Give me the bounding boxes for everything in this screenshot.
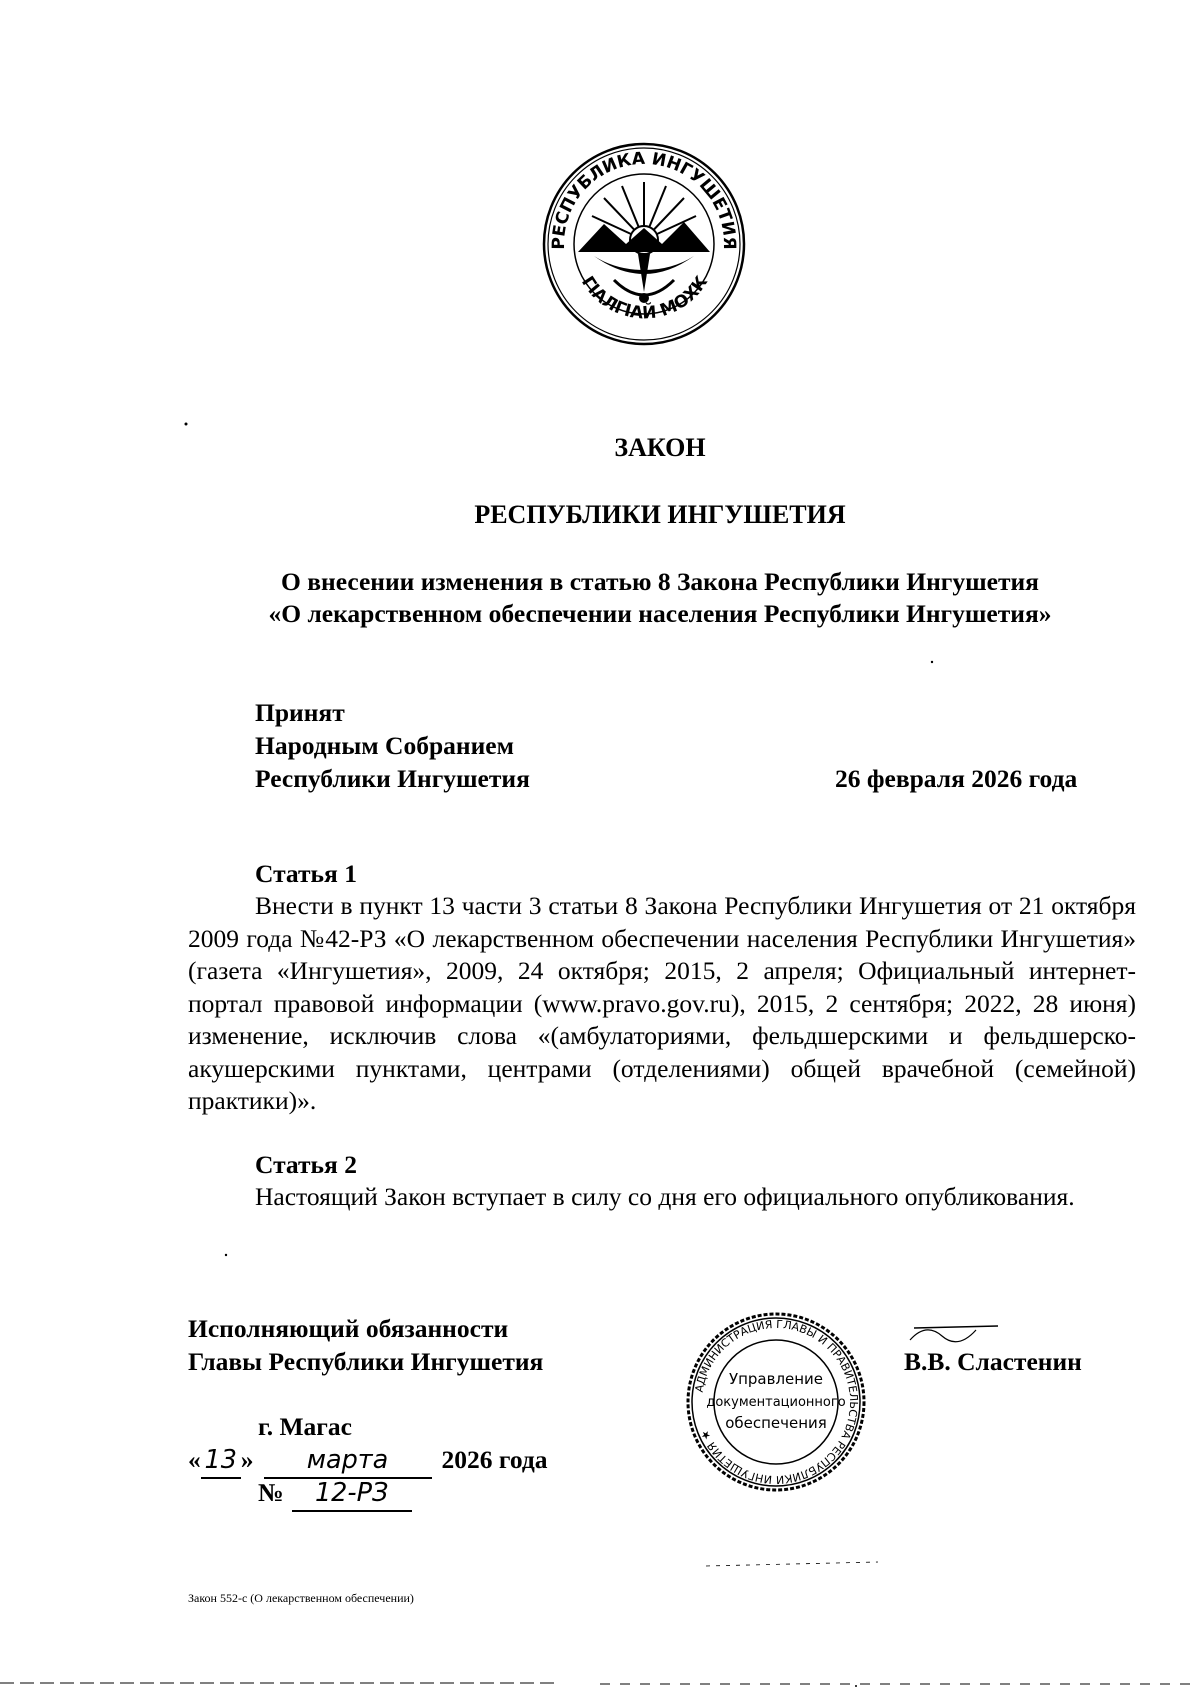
stamp-center-line-3: обеспечения <box>725 1414 827 1432</box>
svg-text:ГӀАЛГӀАЙ МОХК: ГӀАЛГӀАЙ МОХК <box>577 272 712 324</box>
article-1-heading: Статья 1 <box>255 859 357 888</box>
adoption-line-3: Республики Ингушетия <box>255 764 530 793</box>
svg-text:РЕСПУБЛИКА ИНГУШЕТИЯ: РЕСПУБЛИКА ИНГУШЕТИЯ <box>548 148 740 250</box>
footer-note: Закон 552-с (О лекарственном обеспечении) <box>188 1591 414 1605</box>
article-2-text: Настоящий Закон вступает в силу со дня его официального опубликования. <box>255 1182 1075 1211</box>
number-label: № <box>258 1478 284 1507</box>
adoption-date: 26 февраля 2026 года <box>835 764 1078 793</box>
signing-month: марта <box>264 1444 432 1479</box>
signatory-role-line-1: Исполняющий обязанности <box>188 1314 509 1343</box>
signatory-name: В.В. Сластенин <box>904 1347 1082 1376</box>
stamp-center-line-1: Управление <box>728 1370 824 1388</box>
quote-open: « <box>188 1445 201 1474</box>
quote-close: » <box>240 1445 254 1474</box>
law-name-line-2: «О лекарственном обеспечении населения Республики Ингушетия» <box>268 599 1052 628</box>
stamp-center-line-2: документационного <box>706 1395 846 1410</box>
law-number-value: 12-РЗ <box>292 1477 412 1512</box>
signing-day: 13 <box>201 1444 241 1479</box>
adoption-line-1: Принят <box>255 698 345 727</box>
svg-text:АДМИНИСТРАЦИЯ ГЛАВЫ И ПРАВИТЕЛ: АДМИНИСТРАЦИЯ ГЛАВЫ И ПРАВИТЕЛЬСТВА РЕСПУБЛИКИ ИНГУШЕТИЯ ★ <box>692 1317 861 1487</box>
article-2-heading: Статья 2 <box>255 1150 357 1179</box>
law-name-line-1: О внесении изменения в статью 8 Закона Республики Ингушетия <box>281 567 1039 596</box>
document-title: ЗАКОН <box>614 433 706 462</box>
article-1-text: Внести в пункт 13 части 3 статьи 8 Закона Республики Ингушетия от 21 октября 2009 года №42-РЗ «О лекарственном обеспечении населения Республики Ингушетия» (газета «Ингушетия», 2009, 24 октября; 2015, 2 апреля; Официальный интернет-портал правовой информации (www.pravo.gov.ru), 2015, 2 сентября; 2022, 28 июня) изменение, исключив слова «(амбулаториями, фельдшерскими и фельдшерско-акушерскими пунктами, центрами (отделениями) общей врачебной (семейной) практики)». <box>188 891 1136 1115</box>
city: г. Магас <box>258 1412 352 1441</box>
signatory-role-line-2: Главы Республики Ингушетия <box>188 1347 544 1376</box>
signing-year: 2026 года <box>441 1445 548 1474</box>
adoption-line-2: Народным Собранием <box>255 731 514 760</box>
document-subtitle: РЕСПУБЛИКИ ИНГУШЕТИЯ <box>474 500 846 529</box>
